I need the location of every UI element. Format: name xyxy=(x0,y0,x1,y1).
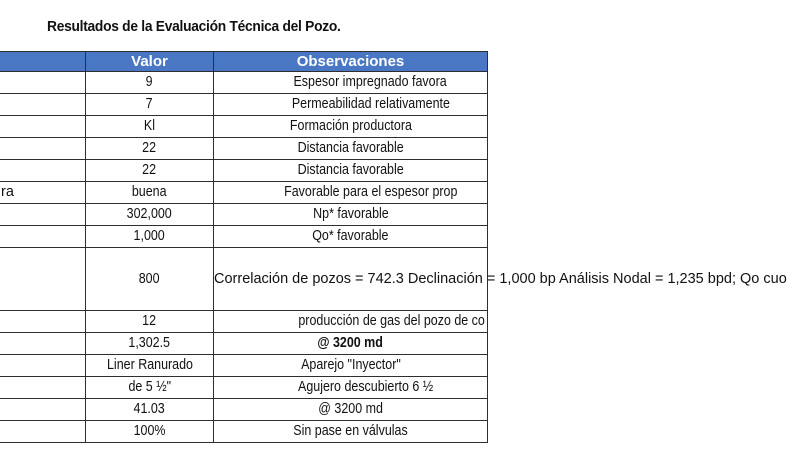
row-valor xyxy=(86,138,214,160)
table-row xyxy=(0,138,488,160)
header-observaciones: Observaciones xyxy=(214,52,488,72)
row-observacion xyxy=(214,333,488,355)
row-valor-text: 12 xyxy=(142,313,157,329)
row-valor-text: Kl xyxy=(143,118,156,134)
row-valor-text: buena xyxy=(132,184,167,200)
row-observacion xyxy=(214,355,488,377)
observacion-line: Declinación = 1,000 bp xyxy=(407,270,556,287)
table-row xyxy=(0,72,488,94)
table-row xyxy=(0,311,488,333)
row-parameter xyxy=(0,399,86,421)
row-observacion-text: Agujero descubierto 6 ½ xyxy=(297,379,434,395)
table-row xyxy=(0,160,488,182)
row-valor xyxy=(86,355,214,377)
row-observacion xyxy=(214,160,488,182)
row-valor xyxy=(86,116,214,138)
row-observacion xyxy=(214,204,488,226)
table-row xyxy=(0,204,488,226)
row-observacion-multiline xyxy=(214,248,787,311)
row-parameter xyxy=(0,248,86,311)
table-row xyxy=(0,248,488,311)
row-observacion-text: Aparejo "Inyector" xyxy=(300,357,401,373)
row-valor-text: 22 xyxy=(142,140,157,156)
row-parameter xyxy=(0,160,86,182)
row-parameter xyxy=(0,377,86,399)
observacion-line: Correlación de pozos = 742.3 xyxy=(214,270,404,287)
row-parameter xyxy=(0,333,86,355)
row-valor xyxy=(86,160,214,182)
row-valor xyxy=(86,226,214,248)
row-parameter xyxy=(0,138,86,160)
row-valor xyxy=(86,94,214,116)
row-observacion xyxy=(214,226,488,248)
table-row xyxy=(0,116,488,138)
row-observacion-text: Permeabilidad relativamente xyxy=(291,96,450,112)
row-parameter xyxy=(0,226,86,248)
table-row xyxy=(0,399,488,421)
row-valor xyxy=(86,248,214,311)
table-row xyxy=(0,94,488,116)
row-valor-text: 800 xyxy=(139,270,160,287)
table-row xyxy=(0,377,488,399)
row-observacion xyxy=(214,138,488,160)
row-parameter xyxy=(0,94,86,116)
header-parameter xyxy=(0,52,86,72)
row-parameter xyxy=(0,204,86,226)
page-title: Resultados de la Evaluación Técnica del Pozo. xyxy=(47,18,341,35)
row-parameter xyxy=(0,421,86,443)
row-valor-text: Liner Ranurado xyxy=(106,357,193,373)
table-row xyxy=(0,355,488,377)
row-observacion xyxy=(214,72,488,94)
row-parameter xyxy=(0,311,86,333)
row-valor-text: 41.03 xyxy=(133,401,166,417)
row-valor xyxy=(86,204,214,226)
table-header-row xyxy=(0,52,488,72)
row-parameter xyxy=(0,116,86,138)
row-observacion-text: Favorable para el espesor prop xyxy=(283,184,458,200)
row-valor xyxy=(86,377,214,399)
table-row xyxy=(0,421,488,443)
table-row xyxy=(0,182,488,204)
row-observacion-text: @ 3200 md xyxy=(318,401,383,417)
row-parameter: ra xyxy=(0,182,86,204)
row-observacion-text: Formación productora xyxy=(289,118,412,134)
results-table xyxy=(0,51,787,443)
row-valor-text: de 5 ½" xyxy=(128,379,171,395)
row-observacion xyxy=(214,182,488,204)
row-valor-text: 100% xyxy=(133,423,166,439)
row-observacion-text: @ 3200 md xyxy=(317,335,384,351)
row-observacion-text: Distancia favorable xyxy=(297,140,404,156)
row-valor-text: 7 xyxy=(146,96,153,112)
observacion-line: Análisis Nodal = 1,235 bpd; Qo cuo xyxy=(559,270,787,287)
row-observacion xyxy=(214,116,488,138)
row-valor-text: 302,000 xyxy=(126,206,173,222)
table-row xyxy=(0,333,488,355)
row-observacion xyxy=(214,399,488,421)
row-parameter xyxy=(0,355,86,377)
row-observacion-text: Espesor impregnado favora xyxy=(293,74,448,90)
row-observacion-text: producción de gas del pozo de co xyxy=(298,313,485,329)
row-observacion-text: Np* favorable xyxy=(312,206,389,222)
row-observacion xyxy=(214,377,488,399)
row-observacion-text: Distancia favorable xyxy=(297,162,404,178)
row-observacion-text: Sin pase en válvulas xyxy=(293,423,408,439)
row-valor-text: 1,302.5 xyxy=(128,335,171,351)
row-observacion-text: Qo* favorable xyxy=(312,228,389,244)
row-observacion xyxy=(214,311,488,333)
row-valor xyxy=(86,333,214,355)
row-valor-text: 22 xyxy=(142,162,157,178)
row-parameter xyxy=(0,72,86,94)
row-observacion xyxy=(214,94,488,116)
row-valor xyxy=(86,72,214,94)
row-valor xyxy=(86,182,214,204)
table-row xyxy=(0,226,488,248)
row-valor xyxy=(86,399,214,421)
row-valor-text: 9 xyxy=(146,74,153,90)
row-valor xyxy=(86,311,214,333)
row-valor xyxy=(86,421,214,443)
header-valor: Valor xyxy=(86,52,214,72)
row-observacion xyxy=(214,421,488,443)
row-valor-text: 1,000 xyxy=(133,228,166,244)
